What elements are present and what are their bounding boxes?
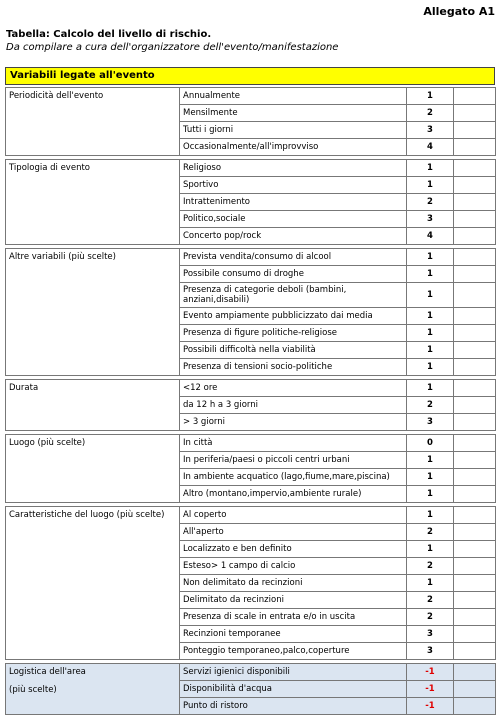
selection-cell[interactable] [454, 486, 496, 503]
score-cell: -1 [407, 664, 454, 681]
item-cell: Possibili difficoltà nella viabilità [180, 342, 407, 359]
selection-cell[interactable] [454, 541, 496, 558]
selection-cell[interactable] [454, 122, 496, 139]
score-cell: 4 [407, 228, 454, 245]
item-cell: Al coperto [180, 507, 407, 524]
item-cell: Disponibilità d'acqua [180, 681, 407, 698]
selection-cell[interactable] [454, 469, 496, 486]
score-cell: 3 [407, 643, 454, 660]
category-label: Luogo (più scelte) [9, 438, 86, 448]
selection-cell[interactable] [454, 435, 496, 452]
score-cell: -1 [407, 681, 454, 698]
selection-cell[interactable] [454, 177, 496, 194]
category-label: Durata [9, 383, 39, 393]
item-cell: > 3 giorni [180, 414, 407, 431]
score-cell: 1 [407, 380, 454, 397]
item-cell: Localizzato e ben definito [180, 541, 407, 558]
score-cell: 1 [407, 88, 454, 105]
item-cell: All'aperto [180, 524, 407, 541]
item-cell: Presenza di categorie deboli (bambini, anziani,disabili) [180, 283, 407, 308]
annex-label: Allegato A1 [423, 5, 495, 18]
table-row [6, 380, 496, 397]
selection-cell[interactable] [454, 228, 496, 245]
item-cell: Non delimitato da recinzioni [180, 575, 407, 592]
item-cell: da 12 h a 3 giorni [180, 397, 407, 414]
selection-cell[interactable] [454, 308, 496, 325]
table-row [6, 435, 496, 452]
selection-cell[interactable] [454, 283, 496, 308]
category-label: Periodicità dell'evento [9, 91, 104, 101]
item-cell: Intrattenimento [180, 194, 407, 211]
score-cell: 2 [407, 105, 454, 122]
selection-cell[interactable] [454, 211, 496, 228]
item-cell: In città [180, 435, 407, 452]
score-cell: 2 [407, 592, 454, 609]
item-cell: Mensilmente [180, 105, 407, 122]
item-cell: Presenza di figure politiche-religiose [180, 325, 407, 342]
selection-cell[interactable] [454, 194, 496, 211]
selection-cell[interactable] [454, 609, 496, 626]
score-cell: 1 [407, 160, 454, 177]
score-cell: 1 [407, 325, 454, 342]
score-cell: 0 [407, 435, 454, 452]
selection-cell[interactable] [454, 524, 496, 541]
item-cell: Recinzioni temporanee [180, 626, 407, 643]
selection-cell[interactable] [454, 105, 496, 122]
category-cell [6, 249, 180, 376]
table-row [6, 507, 496, 524]
selection-cell[interactable] [454, 359, 496, 376]
item-cell: Altro (montano,impervio,ambiente rurale) [180, 486, 407, 503]
category-cell [6, 88, 180, 156]
category-cell [6, 664, 180, 715]
item-cell: Annualmente [180, 88, 407, 105]
score-cell: 2 [407, 609, 454, 626]
selection-cell[interactable] [454, 414, 496, 431]
table-row [6, 88, 496, 105]
selection-cell[interactable] [454, 507, 496, 524]
selection-cell[interactable] [454, 139, 496, 156]
score-cell: 2 [407, 558, 454, 575]
selection-cell[interactable] [454, 626, 496, 643]
section-header: Variabili legate all'evento [5, 67, 495, 85]
selection-cell[interactable] [454, 698, 496, 715]
risk-table [5, 87, 496, 715]
item-cell: Possibile consumo di droghe [180, 266, 407, 283]
score-cell: 1 [407, 177, 454, 194]
category-cell [6, 160, 180, 245]
item-cell: Presenza di tensioni socio-politiche [180, 359, 407, 376]
score-cell: 1 [407, 342, 454, 359]
selection-cell[interactable] [454, 575, 496, 592]
score-cell: 1 [407, 308, 454, 325]
table-row [6, 249, 496, 266]
score-cell: 2 [407, 524, 454, 541]
item-cell: Punto di ristoro [180, 698, 407, 715]
category-label: Caratteristiche del luogo (più scelte) [9, 510, 165, 520]
score-cell: 1 [407, 266, 454, 283]
item-cell: Ponteggio temporaneo,palco,coperture [180, 643, 407, 660]
item-cell: Politico,sociale [180, 211, 407, 228]
selection-cell[interactable] [454, 380, 496, 397]
selection-cell[interactable] [454, 342, 496, 359]
score-cell: 1 [407, 249, 454, 266]
score-cell: 3 [407, 414, 454, 431]
score-cell: 2 [407, 397, 454, 414]
item-cell: Servizi igienici disponibili [180, 664, 407, 681]
item-cell: Sportivo [180, 177, 407, 194]
selection-cell[interactable] [454, 88, 496, 105]
score-cell: 1 [407, 452, 454, 469]
item-cell: In periferia/paesi o piccoli centri urbani [180, 452, 407, 469]
selection-cell[interactable] [454, 397, 496, 414]
score-cell: 1 [407, 359, 454, 376]
selection-cell[interactable] [454, 681, 496, 698]
selection-cell[interactable] [454, 664, 496, 681]
score-cell: 1 [407, 283, 454, 308]
item-cell: In ambiente acquatico (lago,fiume,mare,piscina) [180, 469, 407, 486]
score-cell: 1 [407, 469, 454, 486]
item-cell: Prevista vendita/consumo di alcool [180, 249, 407, 266]
item-cell: Religioso [180, 160, 407, 177]
selection-cell[interactable] [454, 160, 496, 177]
selection-cell[interactable] [454, 558, 496, 575]
document-subtitle: Da compilare a cura dell'organizzatore dell'evento/manifestazione [6, 42, 339, 53]
category-cell [6, 435, 180, 503]
selection-cell[interactable] [454, 592, 496, 609]
item-cell: Esteso> 1 campo di calcio [180, 558, 407, 575]
score-cell: 1 [407, 486, 454, 503]
category-label-line2: (più scelte) [9, 685, 57, 695]
selection-cell[interactable] [454, 643, 496, 660]
item-cell: Occasionalmente/all'improvviso [180, 139, 407, 156]
selection-cell[interactable] [454, 249, 496, 266]
selection-cell[interactable] [454, 325, 496, 342]
table-row [6, 664, 496, 681]
selection-cell[interactable] [454, 266, 496, 283]
category-cell [6, 380, 180, 431]
score-cell: 3 [407, 122, 454, 139]
item-cell: Concerto pop/rock [180, 228, 407, 245]
score-cell: 1 [407, 541, 454, 558]
item-cell: Evento ampiamente pubblicizzato dai media [180, 308, 407, 325]
item-cell: Tutti i giorni [180, 122, 407, 139]
score-cell: 1 [407, 575, 454, 592]
table-row [6, 160, 496, 177]
category-label: Altre variabili (più scelte) [9, 252, 116, 262]
score-cell: 3 [407, 626, 454, 643]
item-cell: Presenza di scale in entrata e/o in uscita [180, 609, 407, 626]
score-cell: 3 [407, 211, 454, 228]
document-title: Tabella: Calcolo del livello di rischio. [6, 29, 212, 40]
category-label: Logistica dell'area [9, 667, 86, 677]
category-label: Tipologia di evento [9, 163, 90, 173]
selection-cell[interactable] [454, 452, 496, 469]
category-cell [6, 507, 180, 660]
item-cell: <12 ore [180, 380, 407, 397]
score-cell: 4 [407, 139, 454, 156]
score-cell: 1 [407, 507, 454, 524]
score-cell: -1 [407, 698, 454, 715]
score-cell: 2 [407, 194, 454, 211]
item-cell: Delimitato da recinzioni [180, 592, 407, 609]
